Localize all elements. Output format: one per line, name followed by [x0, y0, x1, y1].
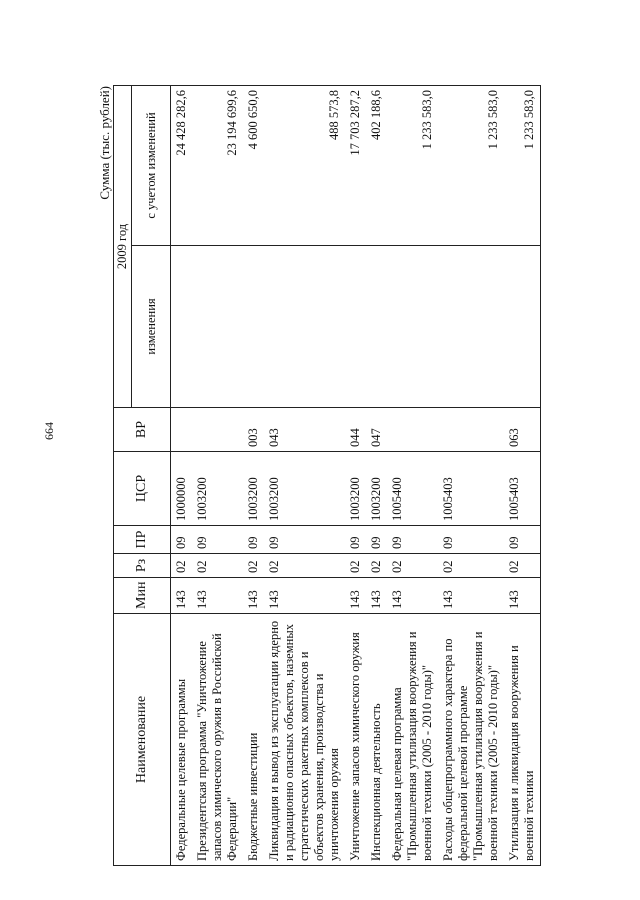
cell-with-changes: 402 188,6: [366, 85, 387, 245]
cell-with-changes: 1 233 583,0: [438, 85, 504, 245]
header-name: Наименование: [114, 614, 171, 866]
cell-changes: [438, 246, 504, 408]
cell-with-changes: 24 428 282,6: [171, 85, 193, 245]
cell-changes: [171, 246, 193, 408]
cell-min: 143: [387, 578, 438, 614]
cell-rz: 02: [504, 554, 541, 578]
table-row: [192, 85, 243, 865]
budget-table: [113, 85, 541, 866]
header-year: 2009 год: [114, 85, 132, 407]
cell-pr: 09: [345, 526, 366, 554]
cell-name: Утилизация и ликвидация вооружения и военной техники: [504, 614, 541, 866]
cell-min: 143: [366, 578, 387, 614]
cell-rz: 02: [171, 554, 193, 578]
cell-name: Уничтожение запасов химического оружия: [345, 614, 366, 866]
cell-csr: 1003200: [243, 452, 264, 526]
cell-csr: 1003200: [192, 452, 243, 526]
cell-rz: 02: [345, 554, 366, 578]
cell-csr: 1005403: [504, 452, 541, 526]
cell-vr: 063: [504, 408, 541, 452]
page-number: 664: [42, 422, 56, 440]
header-vr: ВР: [114, 408, 171, 452]
header-rz: Рз: [114, 554, 171, 578]
header-pr: ПР: [114, 526, 171, 554]
cell-name: Расходы общепрограммного характера по федеральной целевой программе "Промышленная утилизация вооружения и военной техники (2005 - 2010 годы)": [438, 614, 504, 866]
cell-changes: [504, 246, 541, 408]
header-min: Мин: [114, 578, 171, 614]
header-changes: изменения: [132, 246, 171, 408]
cell-name: Бюджетные инвестиции: [243, 614, 264, 866]
cell-name: Президентская программа "Уничтожение запасов химического оружия в Российской Федерации": [192, 614, 243, 866]
cell-csr: 1003200: [345, 452, 366, 526]
cell-changes: [366, 246, 387, 408]
units-label: Сумма (тыс. рублей): [97, 86, 112, 200]
cell-pr: 09: [504, 526, 541, 554]
table-row: [345, 85, 366, 865]
table-row: [366, 85, 387, 865]
cell-name: Федеральная целевая программа "Промышленная утилизация вооружения и военной техники (2005 - 2010 годы)": [387, 614, 438, 866]
cell-with-changes: 1 233 583,0: [387, 85, 438, 245]
cell-changes: [243, 246, 264, 408]
cell-min: 143: [171, 578, 193, 614]
table-row: [438, 85, 504, 865]
cell-csr: 1003200: [366, 452, 387, 526]
table-row: [264, 85, 345, 865]
cell-name: Инспекционная деятельность: [366, 614, 387, 866]
cell-csr: 1000000: [171, 452, 193, 526]
cell-rz: 02: [192, 554, 243, 578]
cell-with-changes: 17 703 287,2: [345, 85, 366, 245]
cell-vr: 047: [366, 408, 387, 452]
table-body: [171, 85, 541, 865]
cell-with-changes: 1 233 583,0: [504, 85, 541, 245]
cell-name: Ликвидация и вывод из эксплуатации ядерно и радиационно опасных объектов, наземных стратегических ракетных комплексов и объектов хранения, производства и уничтожения оружия: [264, 614, 345, 866]
cell-csr: 1005403: [438, 452, 504, 526]
cell-vr: [438, 408, 504, 452]
cell-csr: 1005400: [387, 452, 438, 526]
cell-rz: 02: [387, 554, 438, 578]
cell-pr: 09: [243, 526, 264, 554]
cell-changes: [264, 246, 345, 408]
table-row: [243, 85, 264, 865]
cell-rz: 02: [243, 554, 264, 578]
cell-vr: 043: [264, 408, 345, 452]
cell-vr: [171, 408, 193, 452]
cell-name: Федеральные целевые программы: [171, 614, 193, 866]
table-row: [171, 85, 193, 865]
cell-csr: 1003200: [264, 452, 345, 526]
cell-changes: [192, 246, 243, 408]
cell-min: 143: [264, 578, 345, 614]
header-with-changes: с учетом изменений: [132, 85, 171, 245]
cell-min: 143: [243, 578, 264, 614]
header-csr: ЦСР: [114, 452, 171, 526]
cell-vr: [192, 408, 243, 452]
cell-with-changes: 4 600 650,0: [243, 85, 264, 245]
table-row: [504, 85, 541, 865]
cell-pr: 09: [192, 526, 243, 554]
cell-min: 143: [504, 578, 541, 614]
cell-min: 143: [345, 578, 366, 614]
cell-pr: 09: [264, 526, 345, 554]
cell-with-changes: 488 573,8: [264, 85, 345, 245]
cell-changes: [345, 246, 366, 408]
cell-pr: 09: [171, 526, 193, 554]
cell-min: 143: [192, 578, 243, 614]
table-row: [387, 85, 438, 865]
cell-vr: [387, 408, 438, 452]
cell-rz: 02: [264, 554, 345, 578]
cell-min: 143: [438, 578, 504, 614]
cell-changes: [387, 246, 438, 408]
rotated-page: [93, 86, 573, 866]
cell-pr: 09: [438, 526, 504, 554]
cell-pr: 09: [387, 526, 438, 554]
cell-vr: 003: [243, 408, 264, 452]
cell-with-changes: 23 194 699,6: [192, 85, 243, 245]
cell-vr: 044: [345, 408, 366, 452]
cell-rz: 02: [366, 554, 387, 578]
cell-pr: 09: [366, 526, 387, 554]
cell-rz: 02: [438, 554, 504, 578]
